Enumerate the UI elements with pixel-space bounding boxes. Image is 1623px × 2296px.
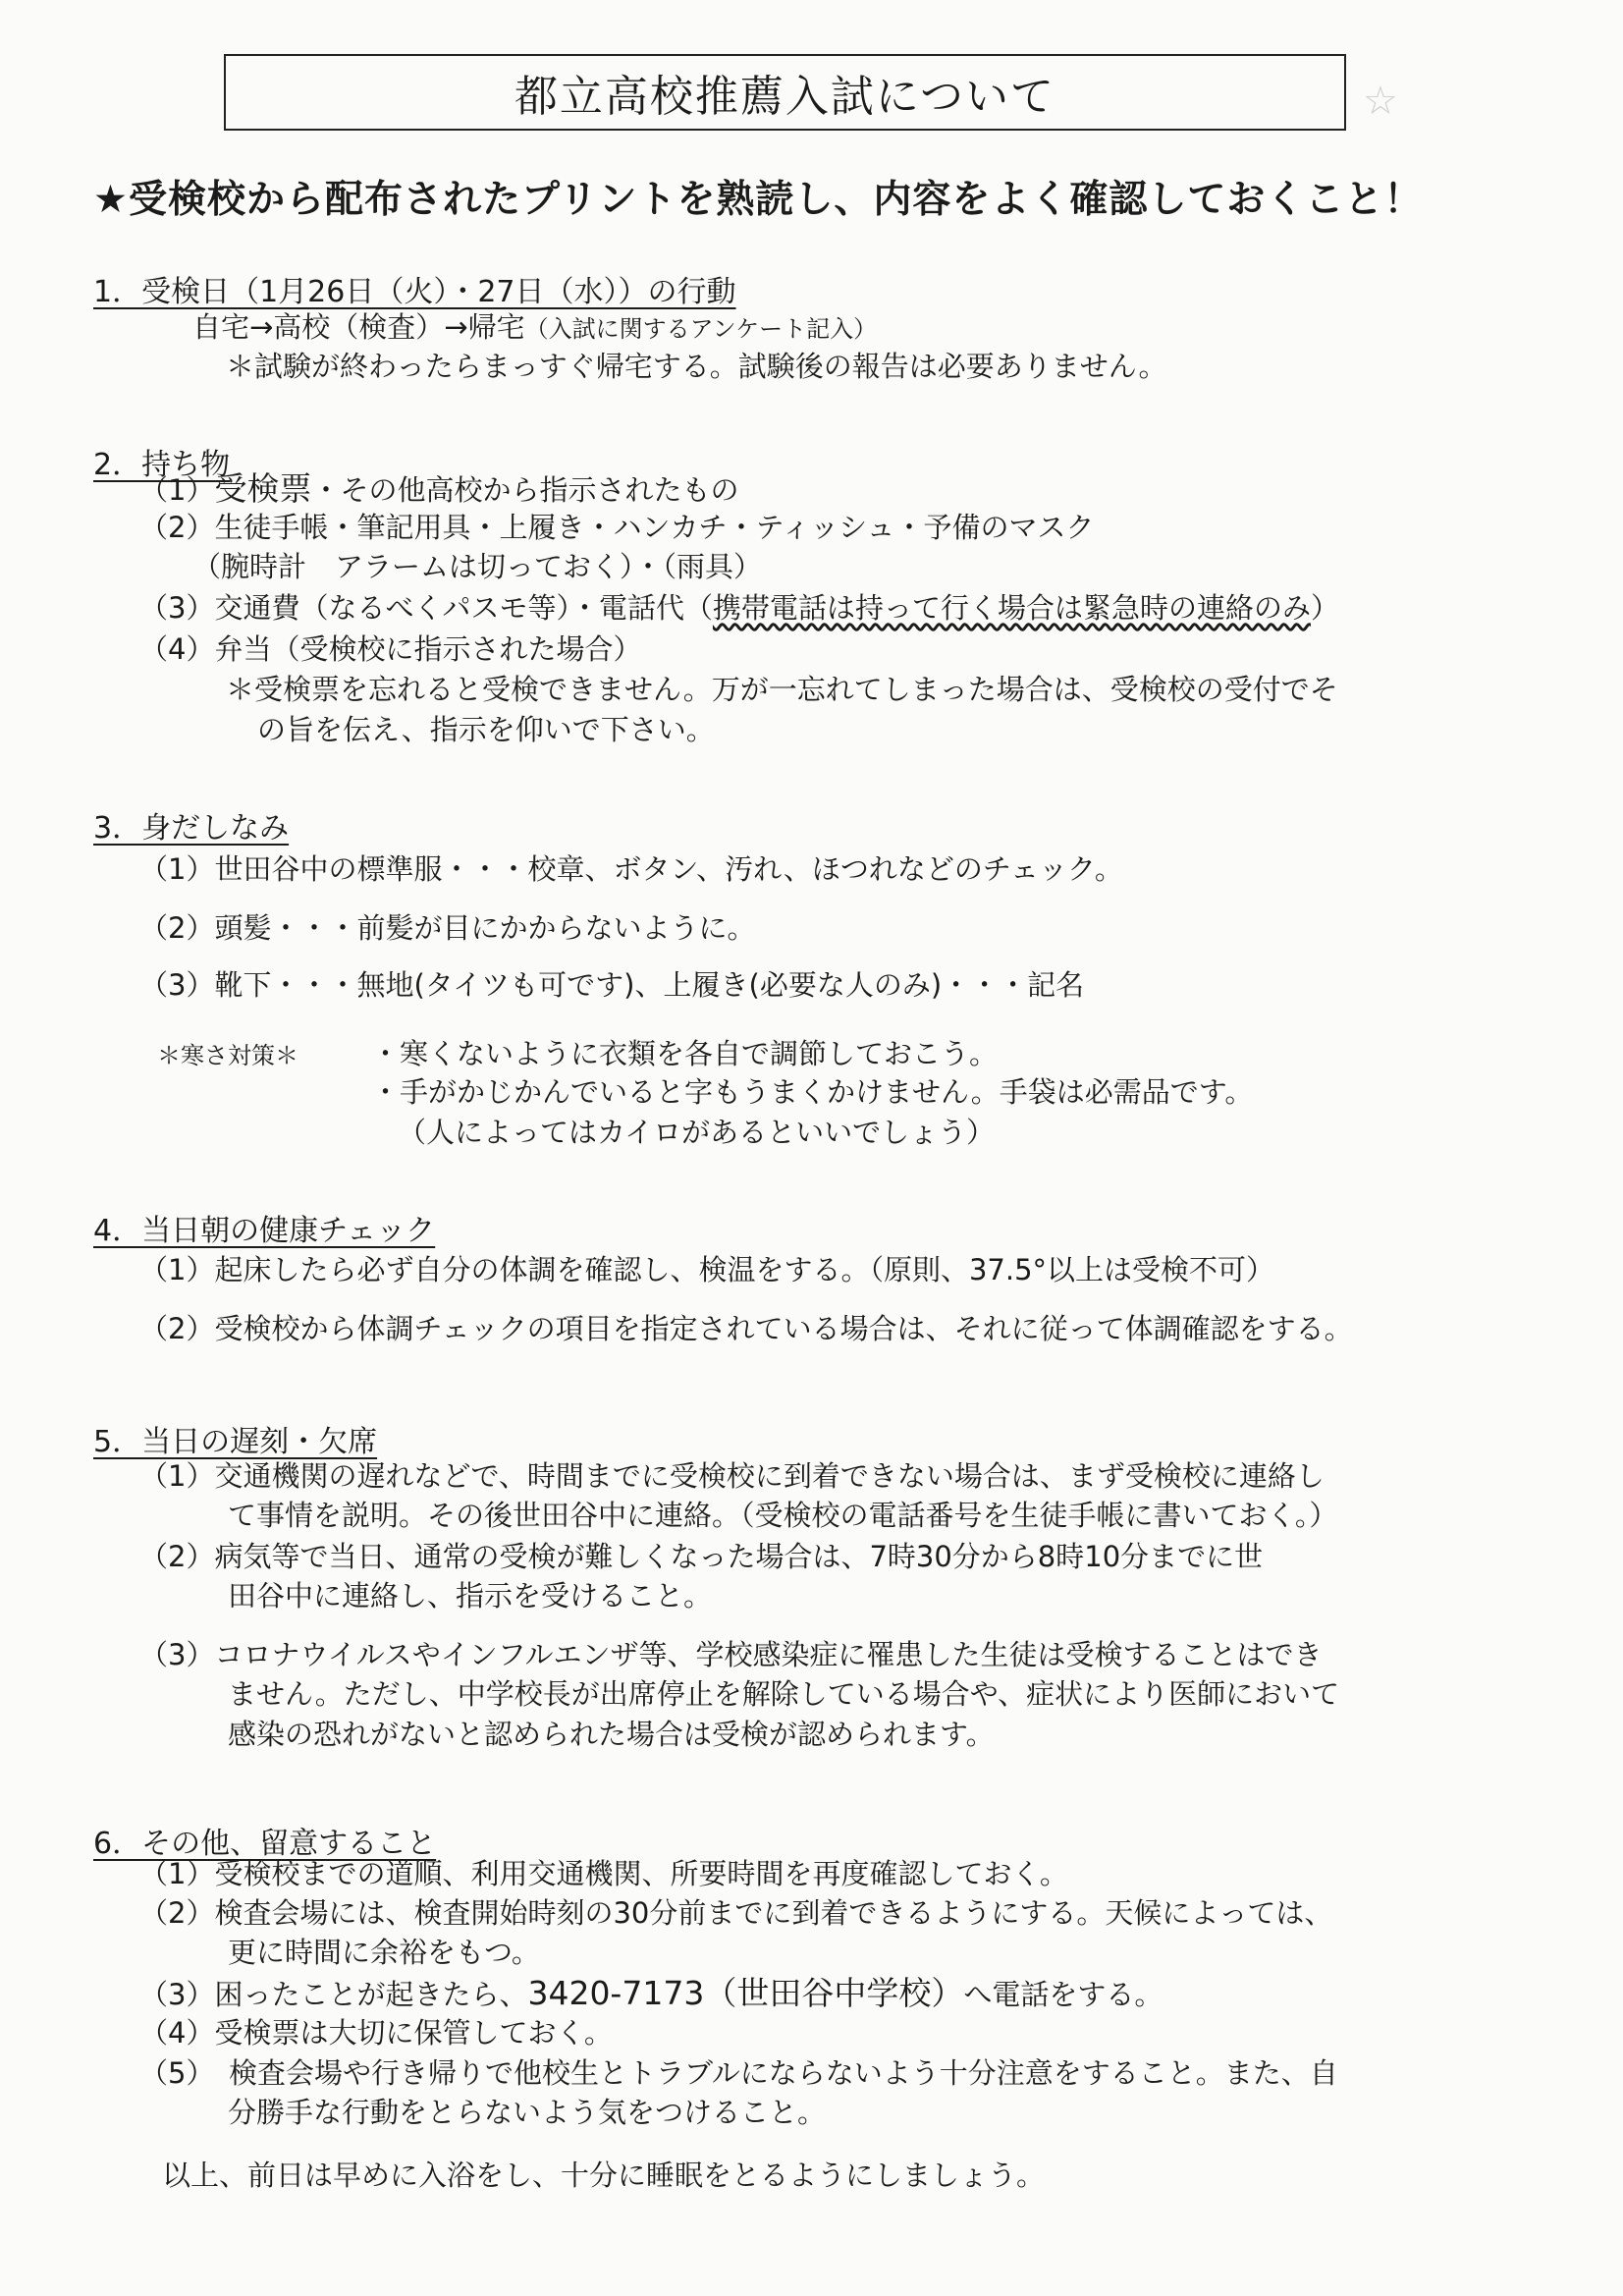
section-5-item-2b: 田谷中に連絡し、指示を受けること。 <box>228 1579 713 1613</box>
section-3-cold-label: ＊寒さ対策＊ <box>157 1042 298 1069</box>
section-5-item-3a: （3）コロナウイルスやインフルエンザ等、学校感染症に罹患した生徒は受検することはでき <box>139 1638 1323 1671</box>
section-3-cold-3: （人によってはカイロがあるといいでしょう） <box>398 1116 996 1149</box>
section-3-cold-1: ・寒くないように衣類を各自で調節しておこう。 <box>371 1037 999 1070</box>
section-2-item-3-a: （3）交通費（なるべくパスモ等）・電話代（ <box>139 591 713 625</box>
section-2-item-3-b: 携帯電話は持って行く場合は緊急時の連絡のみ <box>712 591 1311 625</box>
section-4-item-2: （2）受検校から体調チェックの項目を指定されている場合は、それに従って体調確認をする。 <box>139 1312 1353 1345</box>
section-2-item-1 <box>139 471 738 507</box>
section-6-item-1: （1）受検校までの道順、利用交通機関、所要時間を再度確認しておく。 <box>139 1857 1068 1890</box>
section-3-heading: 3．身だしなみ <box>93 811 290 846</box>
section-5-item-1a: （1）交通機関の遅れなどで、時間までに受検校に到着できない場合は、まず受検校に連絡し <box>139 1459 1325 1493</box>
school-phone-number: 3420-7173（世田谷中学校） <box>527 1974 964 2012</box>
section-6-item-2a: （2）検査会場には、検査開始時刻の30分前までに到着できるようにする。天候によっては、 <box>139 1896 1333 1930</box>
section-6-item-3 <box>139 1976 1163 2011</box>
section-2-item-2b: （腕時計 アラームは切っておく）・（雨具） <box>192 550 763 583</box>
section-6-item-2b: 更に時間に余裕をもつ。 <box>228 1936 540 1969</box>
section-2-note-1: ＊受検票を忘れると受検できません。万が一忘れてしまった場合は、受検校の受付でそ <box>226 673 1338 706</box>
notice-heading: ★受検校から配布されたプリントを熟読し、内容をよく確認しておくこと！ <box>93 178 1424 222</box>
section-3-cold-2: ・手がかじかんでいると字もうまくかけません。手袋は必需品です。 <box>371 1075 1254 1109</box>
section-6-item-5a: （5） 検査会場や行き帰りで他校生とトラブルにならないよう十分注意をすること。また、自 <box>139 2056 1338 2090</box>
bleed-through-star: ☆ <box>1363 79 1398 124</box>
section-1-heading: 1．受検日（1月26日（火）・27日（水））の行動 <box>93 275 736 309</box>
section-1-route-text: 自宅→高校（検査）→帰宅 <box>192 310 525 344</box>
closing-remark: 以上、前日は早めに入浴をし、十分に睡眠をとるようにしましょう。 <box>162 2159 1046 2192</box>
section-2-heading: 2．持ち物 <box>93 448 231 482</box>
section-2-item-3 <box>139 593 1339 625</box>
page-title: 都立高校推薦入試について <box>224 54 1346 131</box>
section-5-item-3c: 感染の恐れがないと認められた場合は受検が認められます。 <box>228 1718 995 1751</box>
section-6-item-3-a: （3）困ったことが起きたら、 <box>139 1978 528 2011</box>
section-2-item-1-num: （1） <box>139 473 215 507</box>
section-6-item-3-c: へ電話をする。 <box>963 1978 1163 2011</box>
section-3-item-3: （3）靴下・・・無地(タイツも可です)、上履き(必要な人のみ)・・・記名 <box>139 968 1085 1002</box>
section-3-item-2: （2）頭髪・・・前髪が目にかからないように。 <box>139 911 756 945</box>
section-5-heading: 5．当日の遅刻・欠席 <box>93 1425 378 1459</box>
section-2-note-2: の旨を伝え、指示を仰いで下さい。 <box>257 713 715 746</box>
section-4-item-1: （1）起床したら必ず自分の体調を確認し、検温をする。（原則、37.5°以上は受検不可） <box>139 1253 1275 1286</box>
section-2-item-2: （2）生徒手帳・筆記用具・上履き・ハンカチ・ティッシュ・予備のマスク <box>139 511 1095 544</box>
section-6-heading: 6．その他、留意すること <box>93 1827 437 1861</box>
section-4-heading: 4．当日朝の健康チェック <box>93 1214 436 1248</box>
section-6-item-5b: 分勝手な行動をとらないよう気をつけること。 <box>228 2096 827 2129</box>
section-6-item-4: （4）受検票は大切に保管しておく。 <box>139 2016 613 2050</box>
section-2-item-1-strong: 受検票 <box>214 469 312 508</box>
section-2-item-1-rest: ・その他高校から指示されたもの <box>311 473 739 507</box>
section-5-item-1b: て事情を説明。その後世田谷中に連絡。（受検校の電話番号を生徒手帳に書いておく。） <box>228 1499 1338 1532</box>
section-2-item-3-c: ） <box>1310 591 1339 625</box>
section-5-item-2a: （2）病気等で当日、通常の受検が難しくなった場合は、7時30分から8時10分までに世 <box>139 1540 1264 1573</box>
section-5-item-3b: ません。ただし、中学校長が出席停止を解除している場合や、症状により医師において <box>228 1677 1340 1711</box>
section-1-route <box>192 312 877 344</box>
section-2-item-4: （4）弁当（受検校に指示された場合） <box>139 632 642 666</box>
section-3-item-1: （1）世田谷中の標準服・・・校章、ボタン、汚れ、ほつれなどのチェック。 <box>139 852 1123 886</box>
section-1-route-note: （入試に関するアンケート記入） <box>524 315 878 343</box>
section-1-note: ＊試験が終わったらまっすぐ帰宅する。試験後の報告は必要ありません。 <box>226 350 1167 383</box>
